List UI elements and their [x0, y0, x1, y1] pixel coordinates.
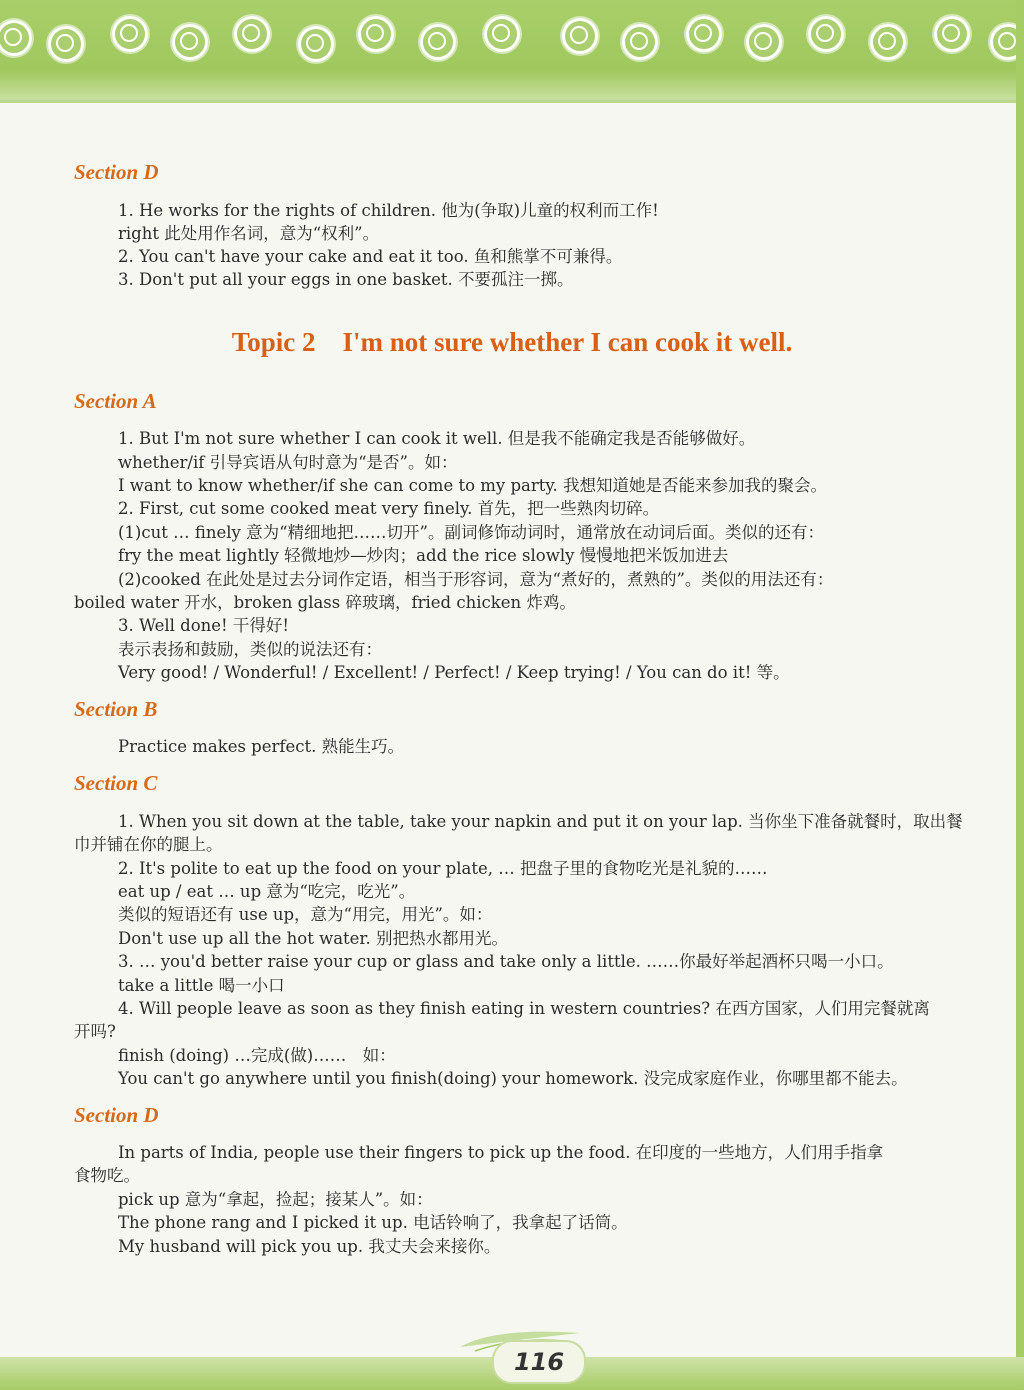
text-line: 开吗?	[74, 1022, 116, 1041]
text-line: Very good! / Wonderful! / Excellent! / Perfect! / Keep trying! / You can do it! 等。	[118, 663, 790, 682]
text-line: 2. You can't have your cake and eat it too. 鱼和熊掌不可兼得。	[118, 247, 623, 266]
text-line: right 此处用作名词，意为“权利”。	[118, 224, 380, 243]
topic-title: Topic 2 I'm not sure whether I can cook it well.	[231, 327, 793, 357]
text-line: Don't use up all the hot water. 别把热水都用光。	[118, 929, 508, 948]
text-line: 4. Will people leave as soon as they finish eating in western countries? 在西方国家，人们用完餐就离	[118, 999, 930, 1018]
section-heading-b: Section B	[74, 697, 158, 721]
header-band	[0, 0, 1024, 103]
text-line: 表示表扬和鼓励，类似的说法还有：	[118, 640, 382, 659]
text-line: I want to know whether/if she can come to my party. 我想知道她是否能来参加我的聚会。	[118, 476, 828, 495]
text-line: 1. He works for the rights of children. 他为(争取)儿童的权利而工作!	[118, 201, 659, 220]
text-line: take a little 喝一小口	[118, 976, 285, 995]
text-line: 2. First, cut some cooked meat very finely. 首先，把一些熟肉切碎。	[118, 499, 660, 518]
circle-icon	[234, 16, 270, 52]
decorative-circle-row	[0, 0, 1024, 100]
text-line: (1)cut … finely 意为“精细地把……切开”。副词修饰动词时，通常放在动词后面。类似的还有：	[118, 523, 824, 542]
text-line: 3. … you'd better raise your cup or glass and take only a little. ……你最好举起酒杯只喝一小口。	[118, 952, 894, 971]
text-line: You can't go anywhere until you finish(doing) your homework. 没完成家庭作业，你哪里都不能去。	[118, 1069, 908, 1088]
text-line: 类似的短语还有 use up，意为“用完，用光”。如：	[118, 905, 493, 924]
text-line: 2. It's polite to eat up the food on your plate, … 把盘子里的食物吃光是礼貌的……	[118, 859, 768, 878]
text-line: 巾并铺在你的腿上。	[74, 835, 223, 854]
text-line: pick up 意为“拿起，捡起；接某人”。如：	[118, 1190, 433, 1209]
circle-icon	[622, 24, 658, 60]
circle-icon	[420, 24, 456, 60]
text-line: finish (doing) …完成(做)…… 如：	[118, 1046, 396, 1065]
section-heading-d: Section D	[74, 1103, 159, 1127]
text-line: 3. Well done! 干得好!	[118, 616, 290, 635]
text-line: Practice makes perfect. 熟能生巧。	[118, 737, 405, 756]
page-number: 116	[492, 1340, 586, 1384]
text-line: 1. When you sit down at the table, take your napkin and put it on your lap. 当你坐下准备就餐时，取出餐	[118, 812, 963, 831]
text-line: 1. But I'm not sure whether I can cook it well. 但是我不能确定我是否能够做好。	[118, 429, 756, 448]
circle-icon	[934, 16, 970, 52]
text-line: My husband will pick you up. 我丈夫会来接你。	[118, 1237, 501, 1256]
text-line: The phone rang and I picked it up. 电话铃响了，我拿起了话筒。	[118, 1213, 628, 1232]
text-line: (2)cooked 在此处是过去分词作定语，相当于形容词，意为“煮好的，煮熟的”。类似的用法还有：	[118, 570, 834, 589]
circle-icon	[172, 24, 208, 60]
circle-icon	[484, 16, 520, 52]
circle-icon	[358, 16, 394, 52]
section-heading-d-prev: Section D	[74, 160, 159, 184]
circle-icon	[870, 24, 906, 60]
text-line: boiled water 开水，broken glass 碎玻璃，fried chicken 炸鸡。	[74, 593, 576, 612]
circle-icon	[686, 16, 722, 52]
circle-icon	[808, 16, 844, 52]
text-line: 3. Don't put all your eggs in one basket. 不要孤注一掷。	[118, 270, 574, 289]
text-line: eat up / eat … up 意为“吃完，吃光”。	[118, 882, 416, 901]
circle-icon	[746, 24, 782, 60]
circle-icon	[48, 26, 84, 62]
section-heading-a: Section A	[74, 389, 157, 413]
text-line: In parts of India, people use their fingers to pick up the food. 在印度的一些地方，人们用手指拿	[118, 1143, 884, 1162]
circle-icon	[562, 18, 598, 54]
text-line: whether/if 引导宾语从句时意为“是否”。如：	[118, 453, 458, 472]
circle-icon	[112, 16, 148, 52]
circle-icon	[0, 20, 32, 56]
circle-icon	[298, 26, 334, 62]
right-edge-band	[1016, 0, 1024, 1390]
section-heading-c: Section C	[74, 771, 158, 795]
text-line: fry the meat lightly 轻微地炒—炒肉；add the rice slowly 慢慢地把米饭加进去	[118, 546, 729, 565]
text-line: 食物吃。	[74, 1166, 140, 1185]
